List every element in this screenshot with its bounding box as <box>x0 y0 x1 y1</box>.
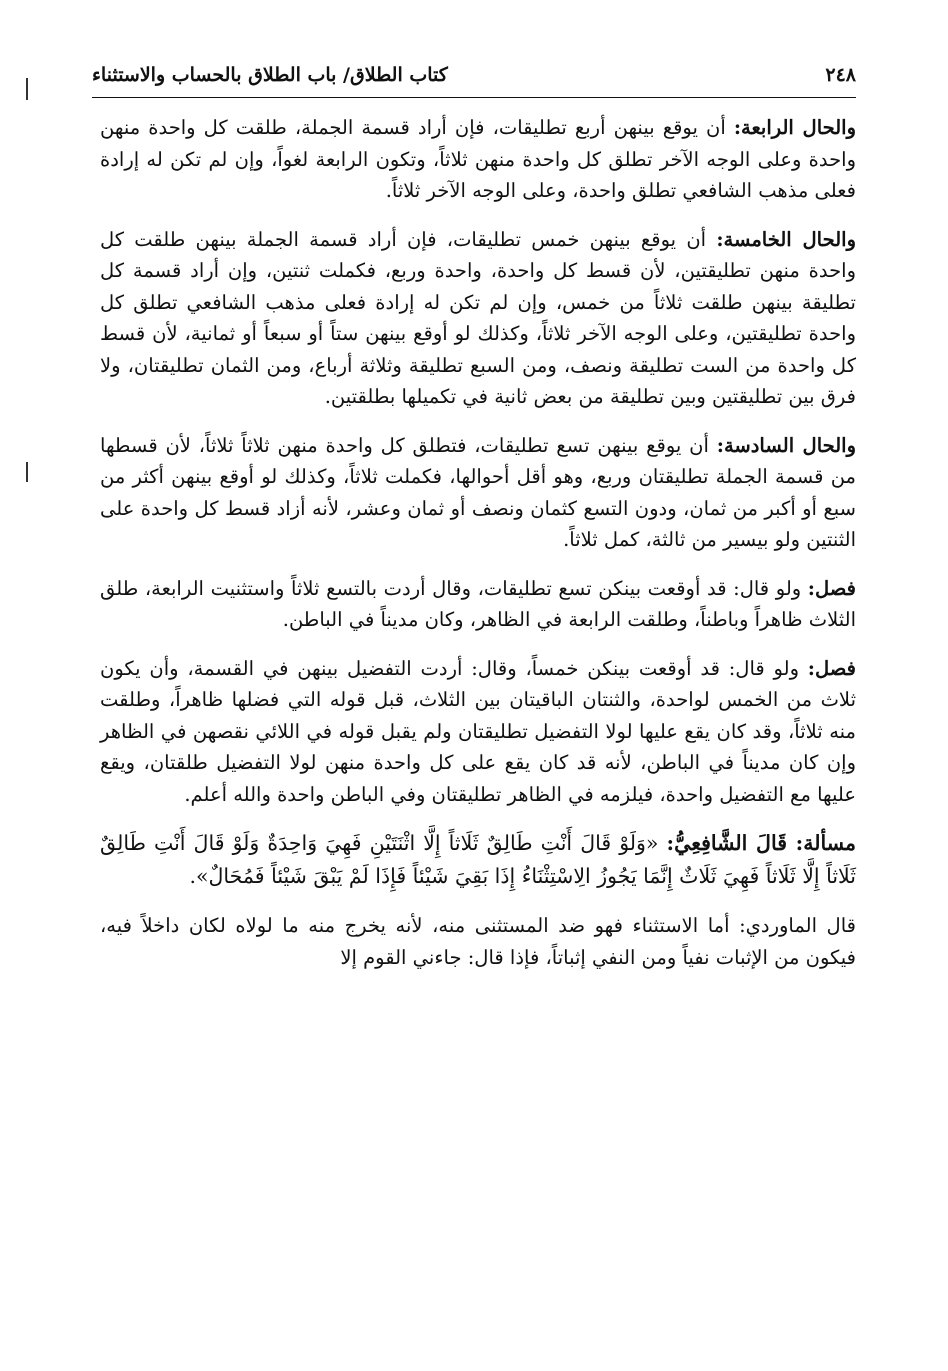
paragraph-lead: فصل: <box>807 656 856 680</box>
paragraph <box>100 827 856 893</box>
page-body <box>100 112 856 990</box>
paragraph-lead: مسألة: قَالَ الشَّافِعِيُّ: <box>666 831 856 855</box>
paragraph-text: أن يوقع بينهن تسع تطليقات، فتطلق كل واحدة منهن ثلاثاً ثلاثاً، لأن قسطها من قسمة الجملة تطليقتان وربع، وهو أقل أحوالها، فكملت ثلاثاً، وكذلك لو أوقع بينهن أكثر من سبع أو أكبر من ثمان، ودون التسع كثمان ونصف أو ثمان وعشر، لأنه أزاد قسط كل واحدة على الثنتين ولو بيسير من ثالثة، كمل ثلاثاً. <box>100 433 856 551</box>
paragraph <box>100 112 856 207</box>
paragraph-text: أن يوقع بينهن أربع تطليقات، فإن أراد قسمة الجملة، طلقت كل واحدة منهن واحدة وعلى الوجه الآخر تطلق كل واحدة منهن ثلاثاً، وتكون الرابعة لغواً، وإن لم تكن له إرادة فعلى مذهب الشافعي تطلق واحدة، وعلى الوجه الآخر ثلاثاً. <box>100 116 856 202</box>
paragraph <box>100 573 856 636</box>
paragraph <box>100 653 856 811</box>
paragraph-text: قال الماوردي: أما الاستثناء فهو ضد المستثنى منه، لأنه يخرج منه ما لولاه لكان داخلاً فيه، فيكون من الإثبات نفياً ومن النفي إثباتاً، فإذا قال: جاءني القوم إلا <box>100 914 856 969</box>
paragraph-lead: والحال الرابعة: <box>733 116 856 139</box>
running-title: كتاب الطلاق/ باب الطلاق بالحساب والاستثناء <box>92 64 448 86</box>
paragraph <box>100 224 856 413</box>
paragraph-text: ولو قال: قد أوقعت بينكن خمساً، وقال: أردت التفضيل بينهن في القسمة، وأن يكون ثلاث من الخمس لواحدة، والثنتان الباقيتان بين الثلاث، قبل قوله التي فضلها ظاهراً، وطلقت منه ثلاثاً، وقد كان يقع عليها لولا التفضيل تطليقتان ولم يقبل قوله في اللائي نقصهن في الظاهر وإن كان مديناً في الباطن، لأنه قد كان يقع على كل واحدة منهن لولا التفضيل طلقتان، ويقع عليها مع التفضيل واحدة، فيلزمه في الظاهر تطليقتان وفي الباطن واحدة والله أعلم. <box>100 656 856 806</box>
paragraph-lead: والحال السادسة: <box>716 433 857 457</box>
paragraph-text: ولو قال: قد أوقعت بينكن تسع تطليقات، وقال أردت بالتسع ثلاثاً واستثنيت الرابعة، طلق الثلاث ظاهراً وباطناً، وطلقت الرابعة في الظاهر، وكان مديناً في الباطن. <box>100 576 856 631</box>
margin-mark <box>26 462 28 482</box>
page-header <box>92 62 856 98</box>
header-rule <box>92 97 856 98</box>
margin-mark <box>26 78 28 100</box>
paragraph <box>100 430 856 556</box>
page-number: ٢٤٨ <box>825 64 856 86</box>
paragraph-text: «وَلَوْ قَالَ أَنْتِ طَالِقٌ ثَلَاثاً إِلَّا اثْنَتَيْنِ فَهِيَ وَاحِدَةٌ وَلَوْ قَالَ أَنْتِ طَالِقٌ ثَلَاثاً إِلَّا ثَلَاثاً فَهِيَ ثَلَاثٌ إِنَّمَا يَجُوزُ الِاسْتِثْنَاءُ إِذَا بَقِيَ شَيْئاً فَإِذَا لَمْ يَبْقَ شَيْئاً فَمُحَالٌ». <box>100 831 856 888</box>
paragraph-lead: فصل: <box>807 576 856 600</box>
paragraph <box>100 910 856 973</box>
paragraph-lead: والحال الخامسة: <box>716 227 856 251</box>
paragraph-text: أن يوقع بينهن خمس تطليقات، فإن أراد قسمة الجملة بينهن طلقت كل واحدة منهن تطليقتين، لأن قسط كل واحدة، واحدة وربع، فكملت ثنتين، وإن أراد قسمة كل تطليقة بينهن طلقت ثلاثاً من خمس، وإن لم تكن له إرادة فعلى مذهب الشافعي تطلق كل واحدة تطليقتين، وعلى الوجه الآخر ثلاثاً، وكذلك لو أوقع بينهن ستاً أو سبعاً أو ثمانية، لأن قسط كل واحدة من الست تطليقة ونصف، ومن السبع تطليقة وثلاثة أرباع، ومن الثمان تطليقتان، ولا فرق بين تطليقتين وبين تطليقة من بعض ثانية في تكميلها بطلقتين. <box>100 227 856 408</box>
